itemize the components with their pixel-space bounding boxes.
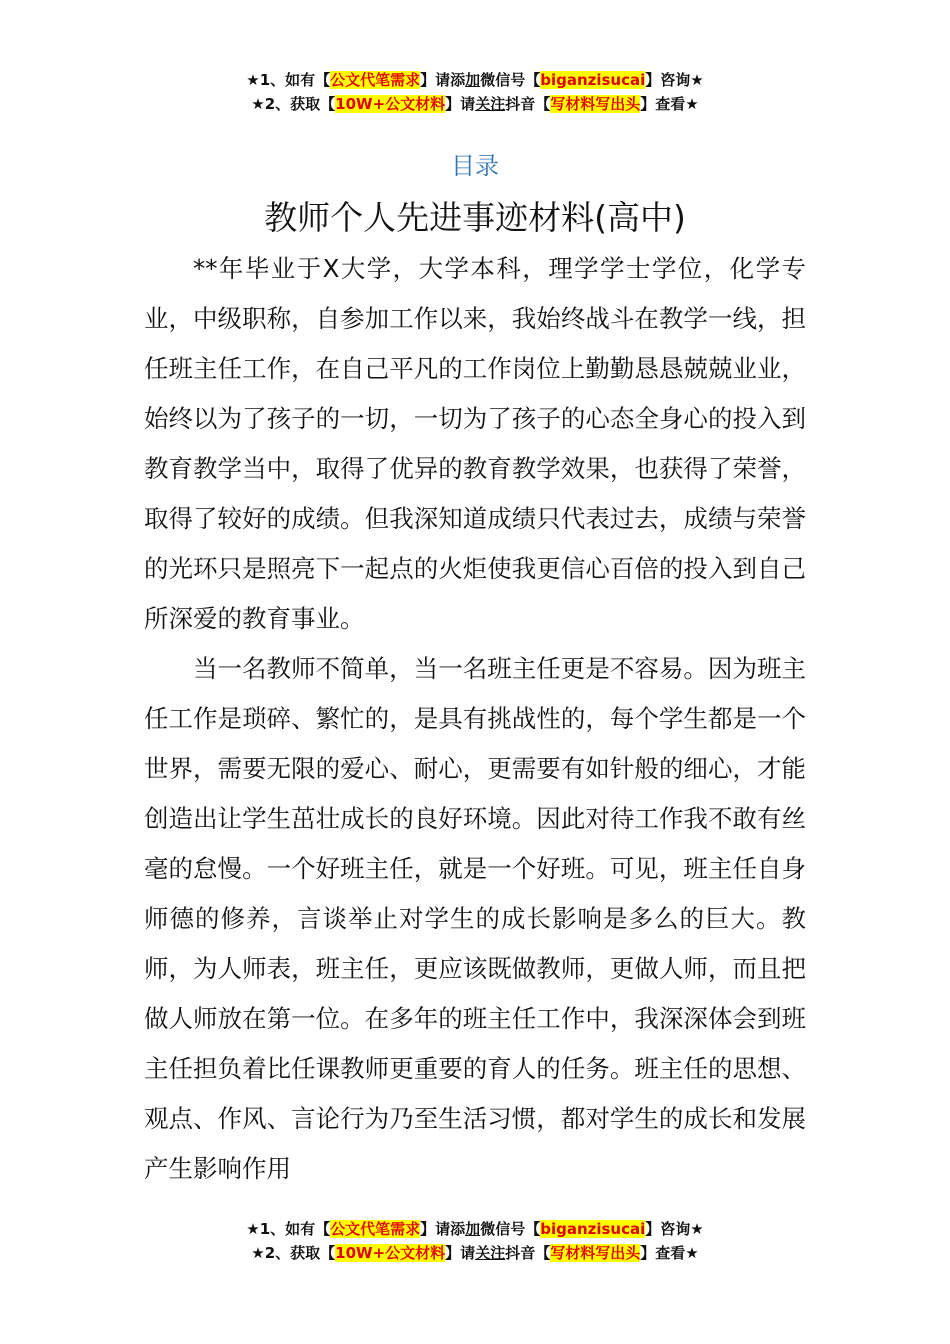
star-icon: ★	[251, 95, 265, 113]
star-icon: ★	[246, 71, 260, 89]
promo-highlight: 公文代笔需求	[330, 1220, 421, 1238]
promo-underline: 关注	[475, 1244, 506, 1262]
promo-text: 1、如有【	[259, 71, 331, 89]
promo-text: 2、获取【	[264, 95, 336, 113]
promo-highlight: 10W+公文材料	[335, 1244, 446, 1262]
promo-text: 微信号【	[480, 1220, 541, 1238]
promo-text: 】请	[445, 1244, 476, 1262]
promo-text: 抖音【	[505, 1244, 551, 1262]
star-icon: ★	[690, 71, 704, 89]
star-icon: ★	[685, 1244, 699, 1262]
document-body	[144, 244, 806, 1194]
promo-line-2	[0, 1241, 950, 1265]
promo-underline: 加	[465, 71, 481, 89]
promo-text: 2、获取【	[264, 1244, 336, 1262]
promo-highlight: biganzisucai	[540, 1220, 646, 1238]
promo-highlight: 10W+公文材料	[335, 95, 446, 113]
body-paragraph: **年毕业于X大学，大学本科，理学学士学位，化学专业，中级职称，自参加工作以来，我始终战斗在教学一线，担任班主任工作，在自己平凡的工作岗位上勤勤恳恳兢兢业业，始终以为了孩子的一切，一切为了孩子的心态全身心的投入到教育教学当中，取得了优异的教育教学效果，也获得了荣誉，取得了较好的成绩。但我深知道成绩只代表过去，成绩与荣誉的光环只是照亮下一起点的火炬使我更信心百倍的投入到自己所深爱的教育事业。	[144, 254, 806, 633]
promo-text: 微信号【	[480, 71, 541, 89]
promo-text: 1、如有【	[259, 1220, 331, 1238]
promo-line-1	[0, 68, 950, 92]
promo-text: 】请	[445, 95, 476, 113]
promo-banner-top	[0, 68, 950, 116]
promo-text: 抖音【	[505, 95, 551, 113]
star-icon: ★	[690, 1220, 704, 1238]
promo-highlight: 写材料写出头	[550, 1244, 641, 1262]
promo-highlight: 公文代笔需求	[330, 71, 421, 89]
promo-text: 】咨询	[645, 1220, 691, 1238]
promo-highlight: biganzisucai	[540, 71, 646, 89]
star-icon: ★	[685, 95, 699, 113]
promo-line-1	[0, 1217, 950, 1241]
promo-highlight: 写材料写出头	[550, 95, 641, 113]
promo-text: 】请添	[420, 1220, 466, 1238]
star-icon: ★	[251, 1244, 265, 1262]
star-icon: ★	[246, 1220, 260, 1238]
promo-text: 】咨询	[645, 71, 691, 89]
promo-text: 】查看	[640, 1244, 686, 1262]
toc-link[interactable]: 目录	[451, 152, 499, 180]
page-title: 教师个人先进事迹材料(高中)	[264, 198, 686, 237]
promo-text: 】查看	[640, 95, 686, 113]
promo-underline: 加	[465, 1220, 481, 1238]
body-paragraph: 当一名教师不简单，当一名班主任更是不容易。因为班主任工作是琐碎、繁忙的，是具有挑战性的，每个学生都是一个世界，需要无限的爱心、耐心，更需要有如针般的细心，才能创造出让学生茁壮成长的良好环境。因此对待工作我不敢有丝毫的怠慢。一个好班主任，就是一个好班。可见，班主任自身师德的修养，言谈举止对学生的成长影响是多么的巨大。教师，为人师表，班主任，更应该既做教师，更做人师，而且把做人师放在第一位。在多年的班主任工作中，我深深体会到班主任担负着比任课教师更重要的育人的任务。班主任的思想、观点、作风、言论行为乃至生活习惯，都对学生的成长和发展产生影响作用	[144, 654, 806, 1183]
promo-text: 】请添	[420, 71, 466, 89]
promo-line-2	[0, 92, 950, 116]
promo-banner-bottom	[0, 1217, 950, 1265]
promo-underline: 关注	[475, 95, 506, 113]
